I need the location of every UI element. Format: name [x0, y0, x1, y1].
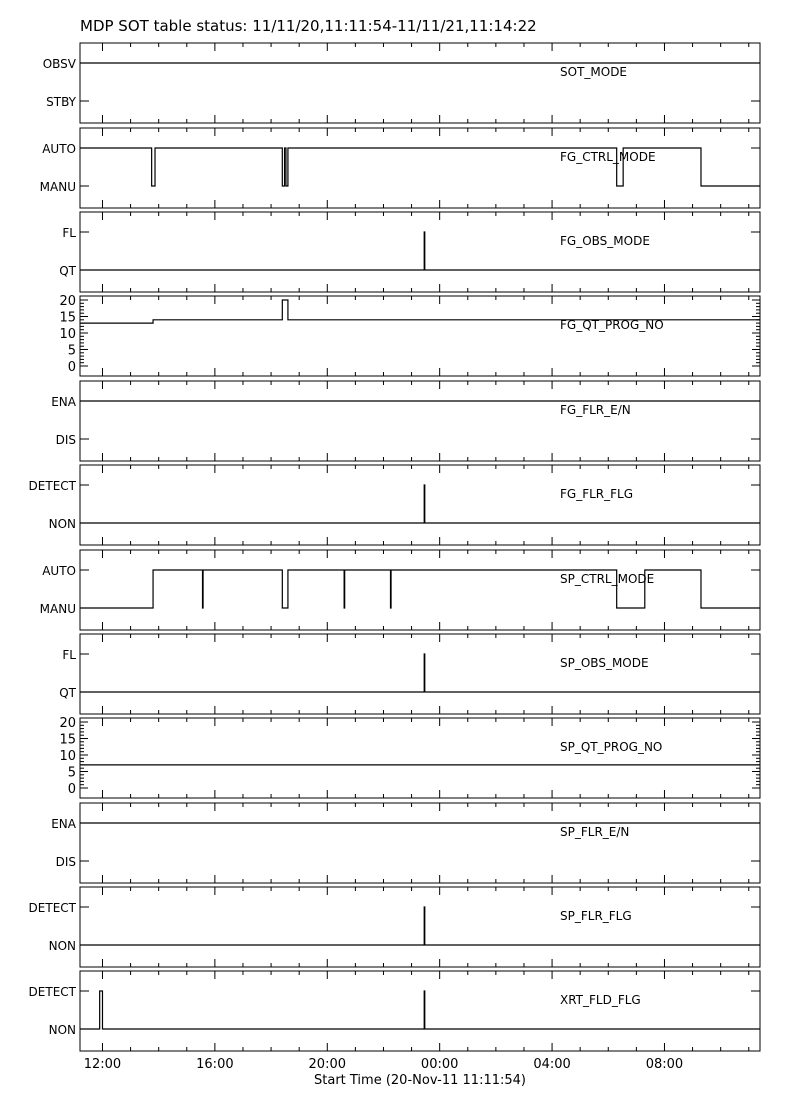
y-label-fg-obs-mode-0: QT — [59, 264, 76, 278]
y-label-fg-flr-e-n-1: ENA — [51, 395, 76, 409]
y-label-sp-ctrl-mode-1: AUTO — [42, 564, 76, 578]
panel-frame-fg-qt-prog-no — [80, 296, 760, 376]
panel-label-sp-flr-e-n: SP_FLR_E/N — [560, 825, 630, 839]
panel-frame-sp-ctrl-mode — [80, 550, 760, 630]
panel-frame-sp-obs-mode — [80, 634, 760, 714]
series-line-sp-ctrl-mode — [80, 570, 760, 608]
y-label-sp-obs-mode-0: QT — [59, 686, 76, 700]
series-line-sp-flr-flg — [80, 907, 760, 945]
series-line-fg-ctrl-mode — [80, 148, 760, 186]
panel-label-fg-flr-e-n: FG_FLR_E/N — [560, 403, 631, 417]
panel-frame-sp-qt-prog-no — [80, 718, 760, 798]
panel-frame-xrt-fld-flg — [80, 971, 760, 1051]
y-label-sp-qt-prog-no-0: 0 — [67, 782, 76, 797]
series-line-sp-obs-mode — [80, 654, 760, 692]
y-label-sp-flr-e-n-0: DIS — [55, 855, 76, 869]
y-label-fg-flr-flg-1: DETECT — [28, 479, 76, 493]
panel-frame-sp-flr-flg — [80, 887, 760, 967]
y-label-sp-flr-e-n-1: ENA — [51, 817, 76, 831]
x-tick-label-4: 04:00 — [533, 1057, 571, 1072]
panel-label-sp-obs-mode: SP_OBS_MODE — [560, 656, 649, 670]
y-label-xrt-fld-flg-0: NON — [48, 1023, 76, 1037]
y-label-fg-obs-mode-1: FL — [62, 226, 76, 240]
y-label-sp-qt-prog-no-5: 5 — [67, 765, 76, 781]
y-label-sot-mode-1: OBSV — [42, 57, 76, 71]
panel-label-sp-qt-prog-no: SP_QT_PROG_NO — [560, 740, 663, 754]
x-tick-label-5: 08:00 — [645, 1057, 684, 1072]
x-tick-label-0: 12:00 — [83, 1057, 122, 1072]
y-label-sot-mode-0: STBY — [46, 95, 76, 109]
y-label-fg-flr-flg-0: NON — [48, 517, 76, 531]
y-label-fg-qt-prog-no-20: 20 — [59, 294, 76, 309]
chart-title: MDP SOT table status: 11/11/20,11:11:54-11/11/21,11:14:22 — [80, 17, 537, 35]
y-label-sp-qt-prog-no-15: 15 — [59, 732, 76, 748]
panel-frame-sp-flr-e-n — [80, 803, 760, 883]
y-label-sp-ctrl-mode-0: MANU — [39, 602, 76, 616]
series-line-fg-obs-mode — [80, 232, 760, 270]
panel-label-xrt-fld-flg: XRT_FLD_FLG — [560, 993, 641, 1007]
panel-frame-fg-ctrl-mode — [80, 128, 760, 208]
y-label-fg-qt-prog-no-15: 15 — [59, 310, 76, 326]
panel-label-fg-obs-mode: FG_OBS_MODE — [560, 234, 650, 248]
x-tick-label-2: 20:00 — [308, 1057, 347, 1072]
panel-frame-fg-flr-e-n — [80, 381, 760, 461]
series-line-fg-flr-flg — [80, 485, 760, 523]
series-line-xrt-fld-flg — [80, 991, 760, 1029]
panel-label-sot-mode: SOT_MODE — [560, 65, 628, 79]
panel-label-fg-flr-flg: FG_FLR_FLG — [560, 487, 634, 501]
y-label-sp-qt-prog-no-10: 10 — [59, 749, 76, 764]
y-label-sp-qt-prog-no-20: 20 — [59, 716, 76, 731]
y-label-fg-ctrl-mode-0: MANU — [39, 180, 76, 194]
y-label-sp-flr-flg-0: NON — [48, 939, 76, 953]
panel-label-sp-ctrl-mode: SP_CTRL_MODE — [560, 572, 655, 586]
panel-label-fg-qt-prog-no: FG_QT_PROG_NO — [560, 318, 664, 332]
panel-frame-fg-obs-mode — [80, 212, 760, 292]
x-tick-label-1: 16:00 — [196, 1057, 234, 1072]
panel-label-sp-flr-flg: SP_FLR_FLG — [560, 909, 632, 923]
y-label-fg-ctrl-mode-1: AUTO — [42, 142, 76, 156]
y-label-fg-qt-prog-no-0: 0 — [67, 360, 76, 375]
y-label-sp-flr-flg-1: DETECT — [28, 901, 76, 915]
y-label-xrt-fld-flg-1: DETECT — [28, 985, 76, 999]
x-axis-title: Start Time (20-Nov-11 11:11:54) — [314, 1073, 526, 1088]
y-label-fg-qt-prog-no-10: 10 — [59, 327, 76, 342]
y-label-fg-qt-prog-no-5: 5 — [67, 343, 76, 359]
x-tick-label-3: 00:00 — [420, 1057, 459, 1072]
panels-group — [29, 43, 760, 1072]
panel-frame-fg-flr-flg — [80, 465, 760, 545]
panel-frame-sot-mode — [80, 43, 760, 123]
y-label-fg-flr-e-n-0: DIS — [55, 433, 76, 447]
y-label-sp-obs-mode-1: FL — [62, 648, 76, 662]
panel-label-fg-ctrl-mode: FG_CTRL_MODE — [560, 150, 656, 164]
